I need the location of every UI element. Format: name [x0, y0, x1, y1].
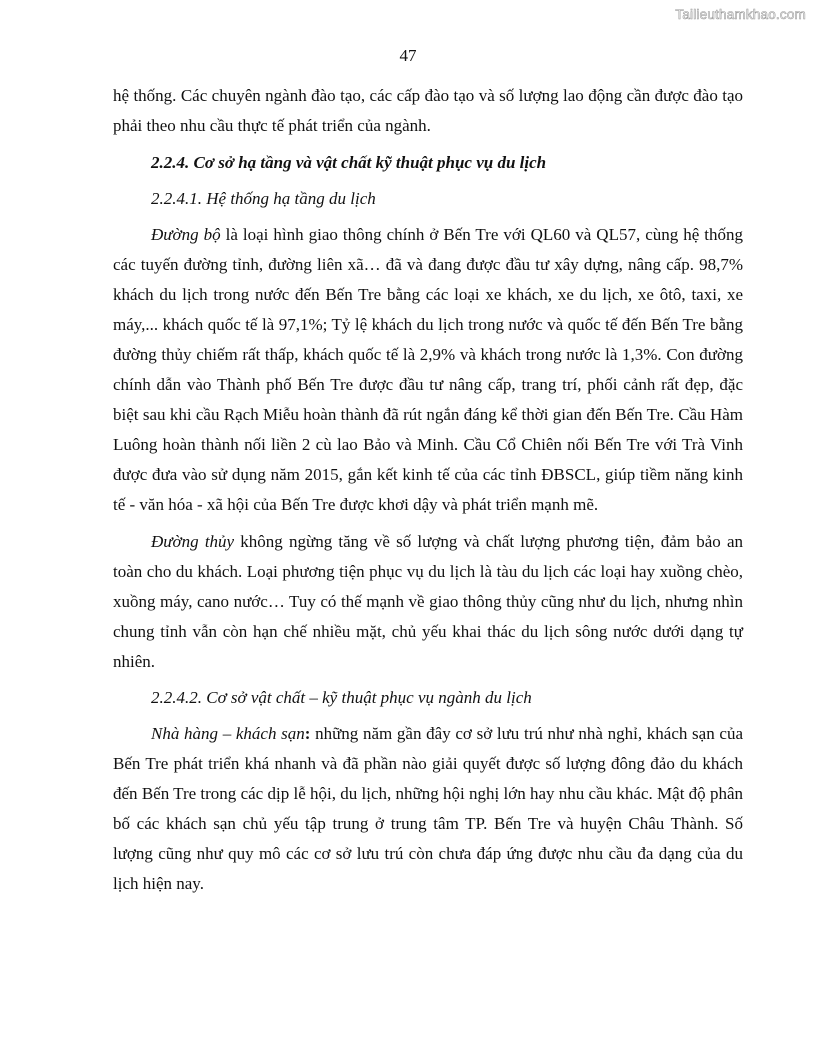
paragraph-road-text: là loại hình giao thông chính ở Bến Tre với QL60 và QL57, cùng hệ thống các tuyến đường tỉnh, đường liên xã… đã và đang được đầu tư xây dựng, nâng cấp. 98,7% khách du lịch trong nước đến Bến Tre bằng các loại xe khách, xe du lịch, xe ôtô, taxi, xe máy,... khách quốc tế là 97,1%; Tỷ lệ khách du lịch trong nước và quốc tế đến Bến Tre bằng đường thủy chiếm rất thấp, khách quốc tế là 2,9% và khách trong nước là 1,3%. Con đường chính dẫn vào Thành phố Bến Tre được đầu tư nâng cấp, trang trí, phối cảnh rất đẹp, đặc biệt sau khi cầu Rạch Miễu hoàn thành đã rút ngắn đáng kể thời gian đến Bến Tre. Cầu Hàm Luông hoàn thành nối liền 2 cù lao Bảo và Minh. Cầu Cổ Chiên nối Bến Tre với Trà Vinh được đưa vào sử dụng năm 2015, gắn kết kinh tế của các tỉnh ĐBSCL, giúp tiềm năng kinh tế - văn hóa - xã hội của Bến Tre được khơi dậy và phát triển mạnh mẽ.: [113, 225, 743, 514]
paragraph-hotel: [113, 719, 743, 899]
paragraph-water-text: không ngừng tăng về số lượng và chất lượng phương tiện, đảm bảo an toàn cho du khách. Loại phương tiện phục vụ du lịch là tàu du lịch các loại hay xuồng chèo, xuồng máy, cano nước… Tuy có thế mạnh về giao thông thủy cũng như du lịch, nhưng nhìn chung tỉnh vẫn còn hạn chế nhiều mặt, chủ yếu khai thác du lịch sông nước dưới dạng tự nhiên.: [113, 532, 743, 671]
page-number: 47: [399, 46, 417, 65]
term-road: Đường bộ: [151, 225, 221, 244]
paragraph-hotel-text: những năm gần đây cơ sở lưu trú như nhà nghỉ, khách sạn của Bến Tre phát triển khá nhanh và đã phần nào giải quyết được số lượng đông đảo du khách đến Bến Tre trong các dịp lễ hội, du lịch, những hội nghị lớn hay nhu cầu khác. Mật độ phân bố các khách sạn chủ yếu tập trung ở trung tâm TP. Bến Tre và huyện Châu Thành. Số lượng cũng như quy mô các cơ sở lưu trú còn chưa đáp ứng được nhu cầu đa dạng của du lịch hiện nay.: [113, 724, 743, 893]
term-hotel: Nhà hàng – khách sạn: [151, 724, 305, 743]
subsection-heading-2-2-4-1: 2.2.4.1. Hệ thống hạ tầng du lịch: [151, 189, 376, 208]
paragraph-water: [113, 527, 743, 677]
document-body: [113, 81, 743, 899]
paragraph-road: [113, 220, 743, 520]
section-heading-2-2-4: 2.2.4. Cơ sở hạ tầng và vật chất kỹ thuật phục vụ du lịch: [151, 153, 547, 172]
subsection-heading-2-2-4-2: 2.2.4.2. Cơ sở vật chất – kỹ thuật phục vụ ngành du lịch: [151, 688, 532, 707]
watermark-text: Tailieuthamkhao.com: [675, 7, 806, 22]
paragraph-continued: hệ thống. Các chuyên ngành đào tạo, các cấp đào tạo và số lượng lao động cần được đào tạo phải theo nhu cầu thực tế phát triển của ngành.: [113, 86, 743, 135]
term-water: Đường thủy: [151, 532, 235, 551]
term-hotel-colon: :: [304, 724, 311, 743]
